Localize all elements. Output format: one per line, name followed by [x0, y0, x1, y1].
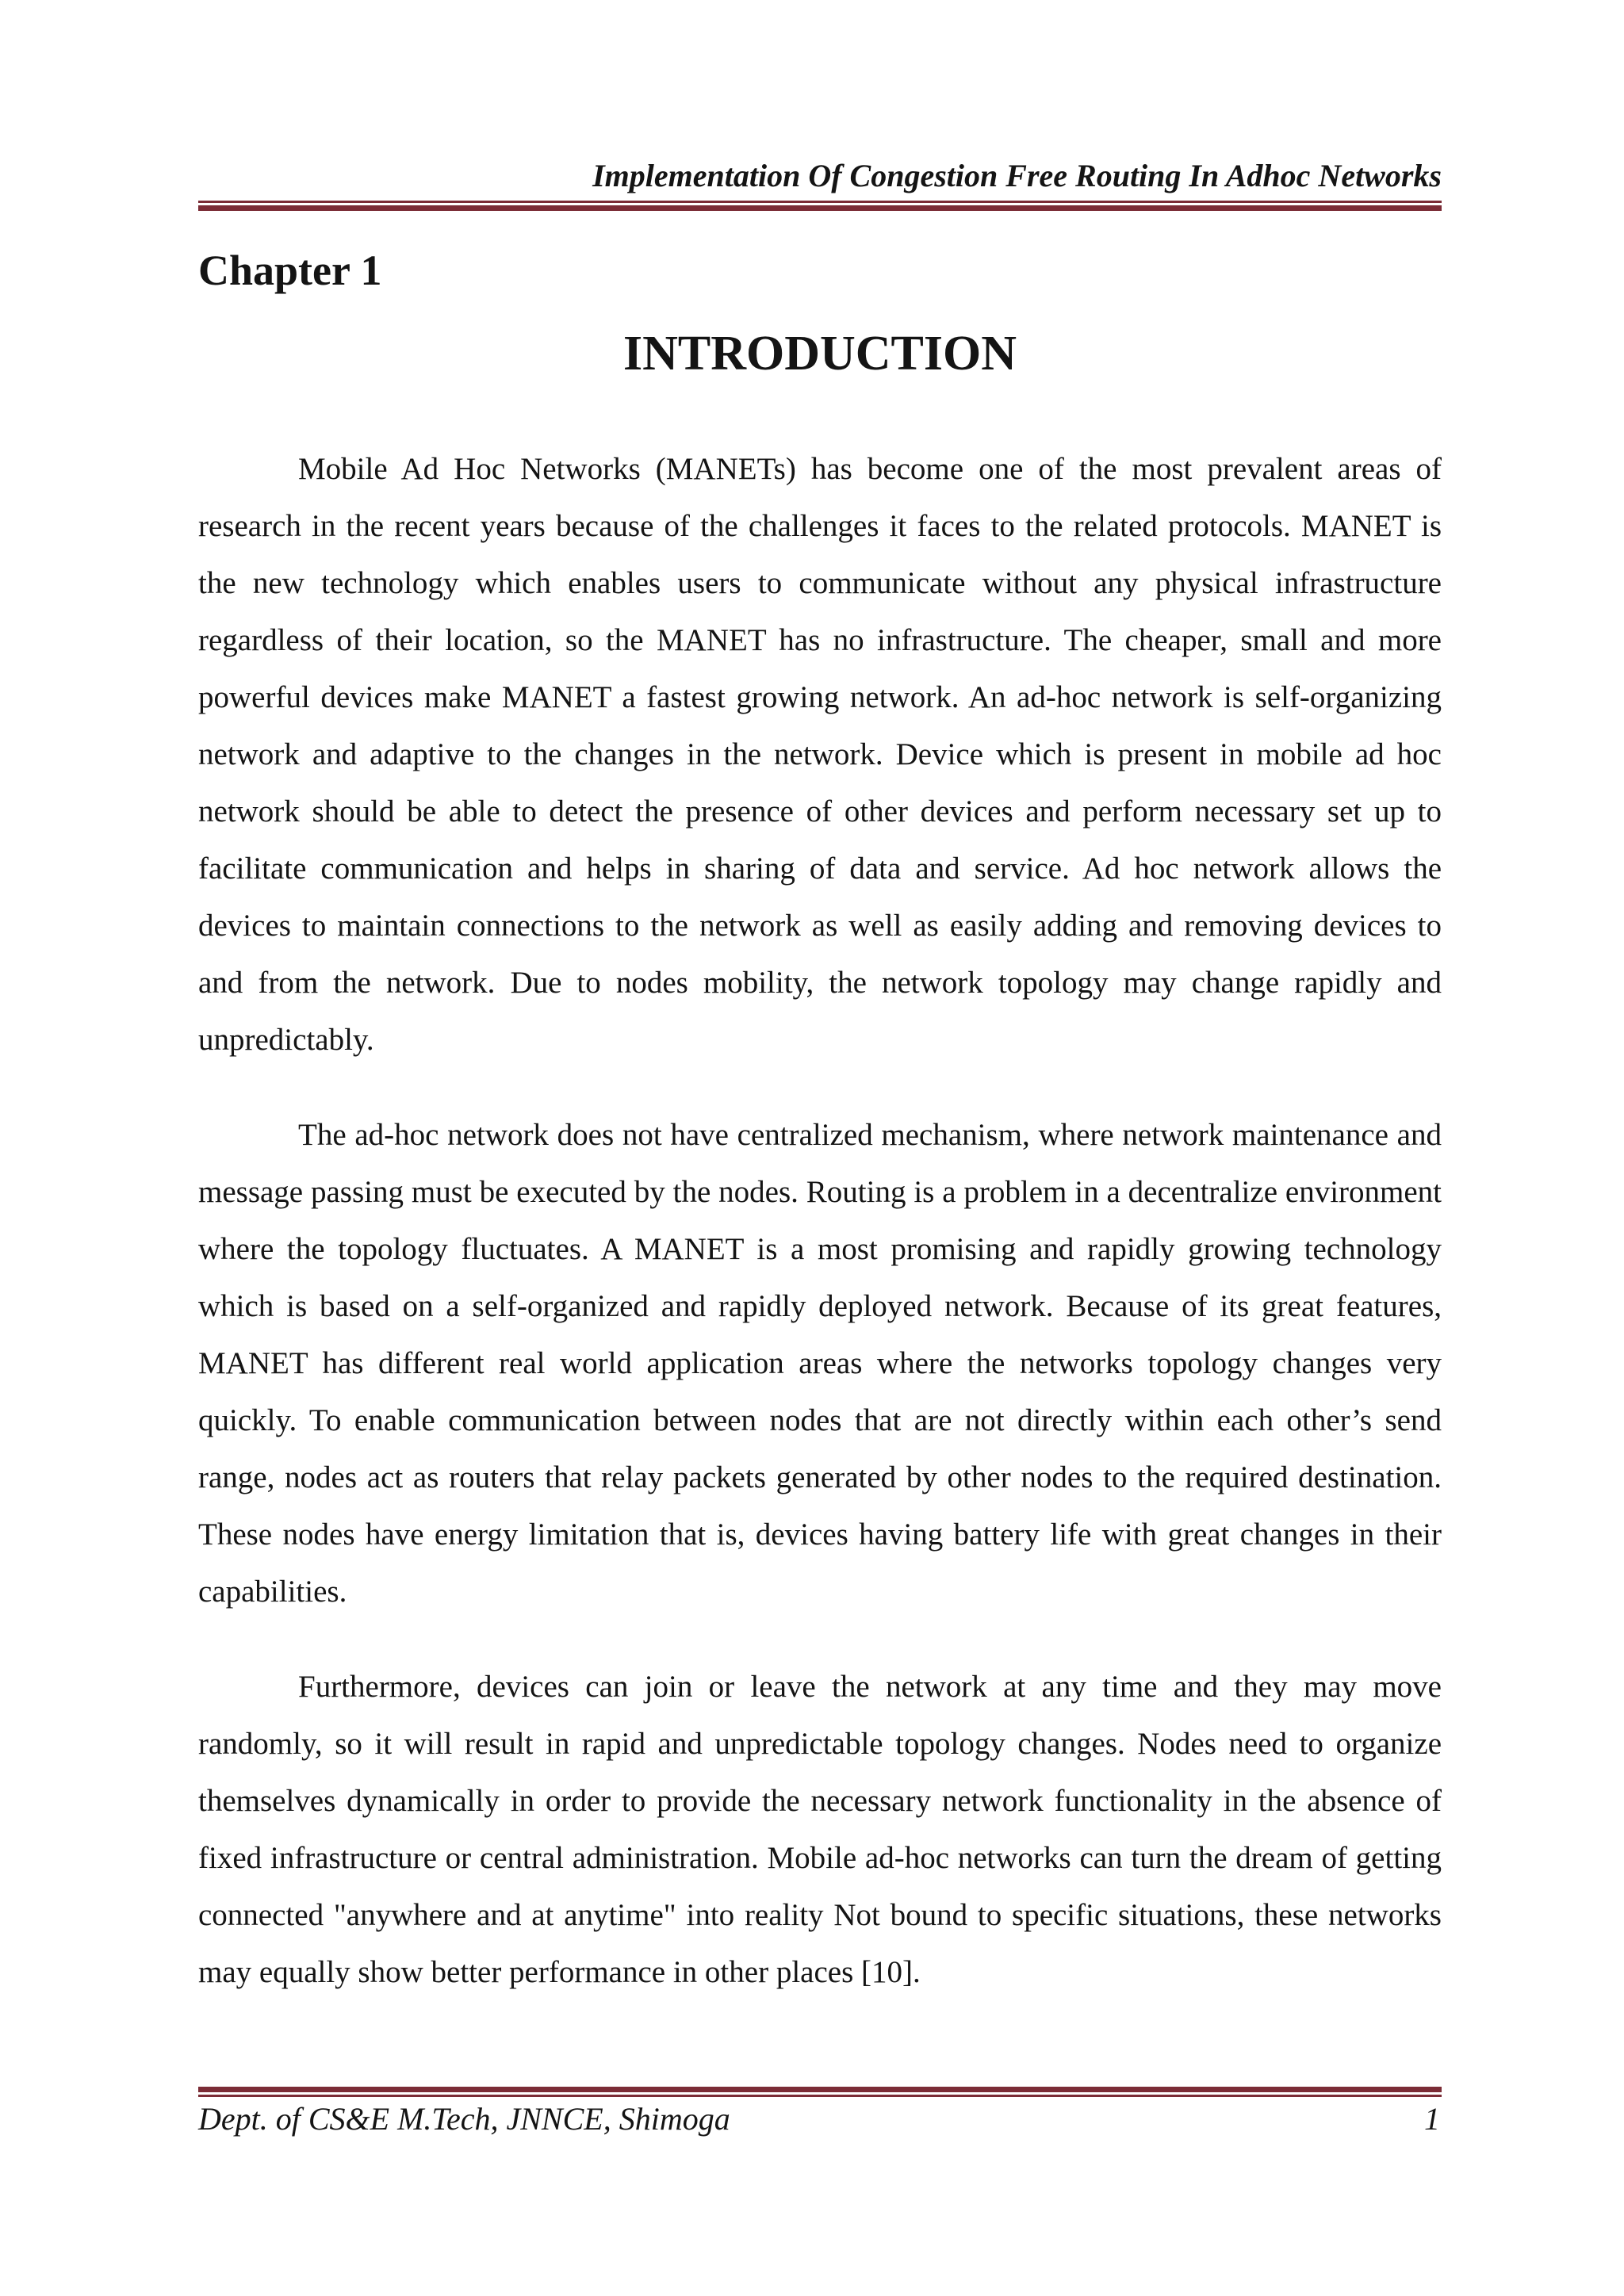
paragraph-2: The ad-hoc network does not have centralized mechanism, where network maintenance and message passing must be executed by the nodes. Routing is a problem in a decentralize environment where the topology fluctuates. A MANET is a most promising and rapidly growing technology which is based on a self-organized and rapidly deployed network. Because of its great features, MANET has different real world application areas where the networks topology changes very quickly. To enable communication between nodes that are not directly within each other’s send range, nodes act as routers that relay packets generated by other nodes to the required destination. These nodes have energy limitation that is, devices having battery life with great changes in their capabilities.	[198, 1118, 1442, 1609]
section-title: INTRODUCTION	[622, 327, 1017, 381]
body-text	[198, 441, 1442, 2039]
footer-department: Dept. of CS&E M.Tech, JNNCE, Shimoga	[198, 2101, 730, 2137]
running-header-title: Implementation Of Congestion Free Routing In Adhoc Networks	[592, 158, 1442, 193]
paragraph-3: Furthermore, devices can join or leave the network at any time and they may move randomly, so it will result in rapid and unpredictable topology changes. Nodes need to organize themselves dynamically in order to provide the necessary network functionality in the absence of fixed infrastructure or central administration. Mobile ad-hoc networks can turn the dream of getting connected "anywhere and at anytime" into reality Not bound to specific situations, these networks may equally show better performance in other places [10].	[198, 1670, 1442, 1989]
chapter-label: Chapter 1	[198, 247, 382, 294]
footer-divider	[198, 2087, 1442, 2097]
header-divider	[198, 201, 1442, 211]
paragraph-1: Mobile Ad Hoc Networks (MANETs) has become one of the most prevalent areas of research in the recent years because of the challenges it faces to the related protocols. MANET is the new technology which enables users to communicate without any physical infrastructure regardless of their location, so the MANET has no infrastructure. The cheaper, small and more powerful devices make MANET a fastest growing network. An ad-hoc network is self-organizing network and adaptive to the changes in the network. Device which is present in mobile ad hoc network should be able to detect the presence of other devices and perform necessary set up to facilitate communication and helps in sharing of data and service. Ad hoc network allows the devices to maintain connections to the network as well as easily adding and removing devices to and from the network. Due to nodes mobility, the network topology may change rapidly and unpredictably.	[198, 452, 1442, 1057]
page-number: 1	[1424, 2101, 1440, 2137]
